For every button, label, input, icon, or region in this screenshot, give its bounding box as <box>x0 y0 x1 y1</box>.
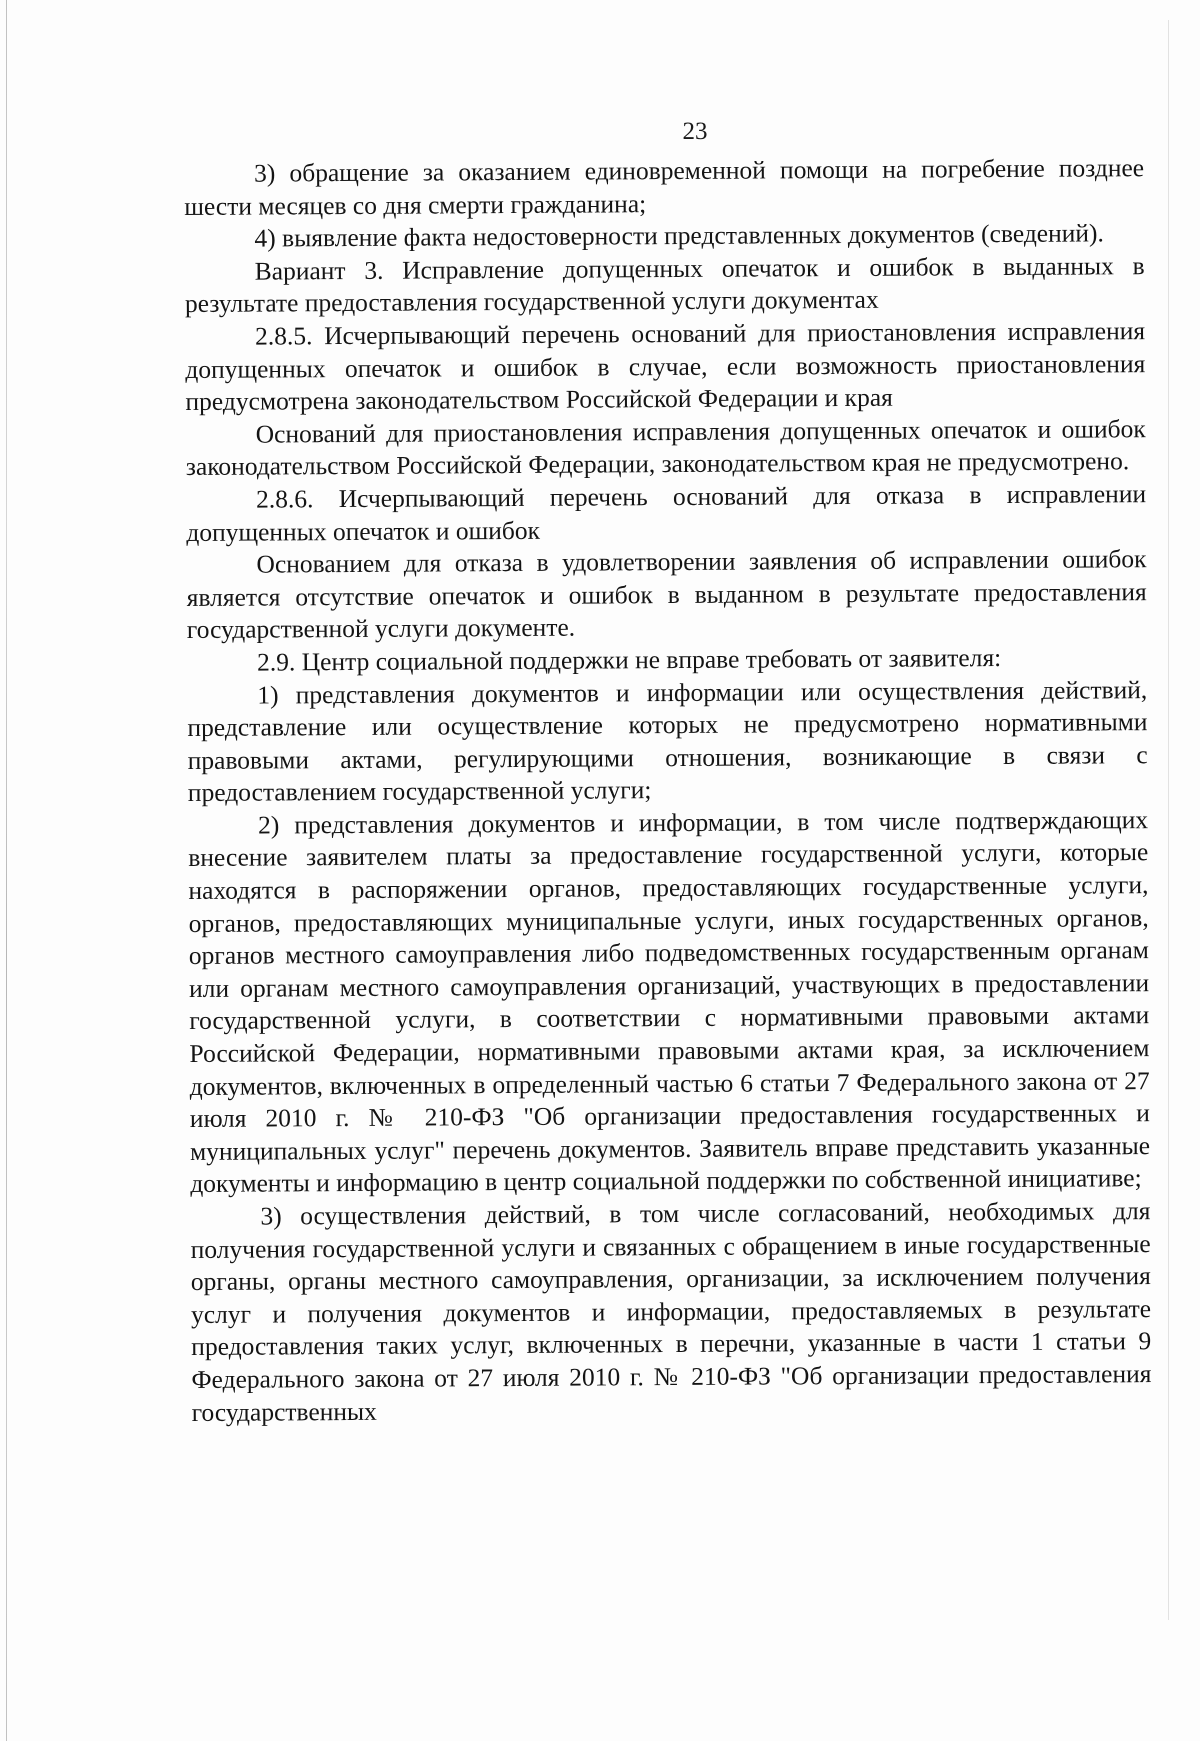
scan-edge-left <box>6 0 7 1741</box>
document-body <box>184 152 1152 1429</box>
paragraph-2-9-item-3: 3) осуществления действий, в том числе согласований, необходимых для получения государственной услуги и связанных с обращением в иные государственные органы, органы местного самоуправления, организации, за исключением получения услуг и получения документов и информации, предоставляемых в результате предоставления таких услуг, включенных в перечни, указанные в части 1 статьи 9 Федерального закона от 27 июля 2010 г. № 210-ФЗ "Об организации предоставления государственных <box>190 1196 1152 1427</box>
paragraph-2-9-item-1: 1) представления документов и информации или осуществления действий, представление или осуществление которых не предусмотрено нормативными правовыми актами, регулирующими отношения, возникающие в связи с предоставлением государственной услуги; <box>187 674 1148 808</box>
paragraph-2-8-6-heading: 2.8.6. Исчерпывающий перечень оснований для отказа в исправлении допущенных опечаток и ошибок <box>186 479 1147 547</box>
paragraph-variant-3-heading: Вариант 3. Исправление допущенных опечаток и ошибок в выданных в результате предоставления государственной услуги документах <box>184 250 1145 319</box>
page-number: 23 <box>682 118 708 145</box>
paragraph-2-8-5-heading: 2.8.5. Исчерпывающий перечень оснований для приостановления исправления допущенных опечаток и ошибок в случае, если возможность приостановления предусмотрена законодательством Российской Федерации и края <box>185 316 1146 417</box>
paragraph-2-8-5-body: Оснований для приостановления исправления допущенных опечаток и ошибок законодательством Российской Федерации, законодательством края не предусмотрено. <box>185 413 1146 482</box>
paragraph-2-9-intro: 2.9. Центр социальной поддержки не вправе требовать от заявителя: <box>256 642 1002 677</box>
paragraph-2-9-item-2: 2) представления документов и информации, в том числе подтверждающих внесение заявителем платы за предоставление государственной услуги, которые находятся в распоряжении органов, предоставляющих государственные услуги, органов, предоставляющих муниципальные услуги, иных государственных органов, органов местного самоуправления либо подведомственных государственным органам или органам местного самоуправления организаций, участвующих в предоставлении государственной услуги, в соответствии с нормативными правовыми актами Российской Федерации, нормативными правовыми актами края, за исключением документов, включенных в определенный частью 6 статьи 7 Федерального закона от 27 июля 2010 г. № 210-ФЗ "Об организации предоставления государственных и муниципальных услуг" перечень документов. Заявитель вправе представить указанные документы и информацию в центр социальной поддержки по собственной инициативе; <box>188 804 1151 1199</box>
paragraph-item-4-grounds: 4) выявление факта недостоверности представленных документов (сведений). <box>254 218 1104 253</box>
paragraph-item-3-grounds: 3) обращение за оказанием единовременной помощи на погребение позднее шести месяцев со дня смерти гражданина; <box>184 153 1145 221</box>
scan-edge-right <box>1168 20 1169 1620</box>
paragraph-2-8-6-body: Основанием для отказа в удовлетворении заявления об исправлении ошибок является отсутствие опечаток и ошибок в выданном в результате предоставления государственной услуги документе. <box>186 544 1147 645</box>
